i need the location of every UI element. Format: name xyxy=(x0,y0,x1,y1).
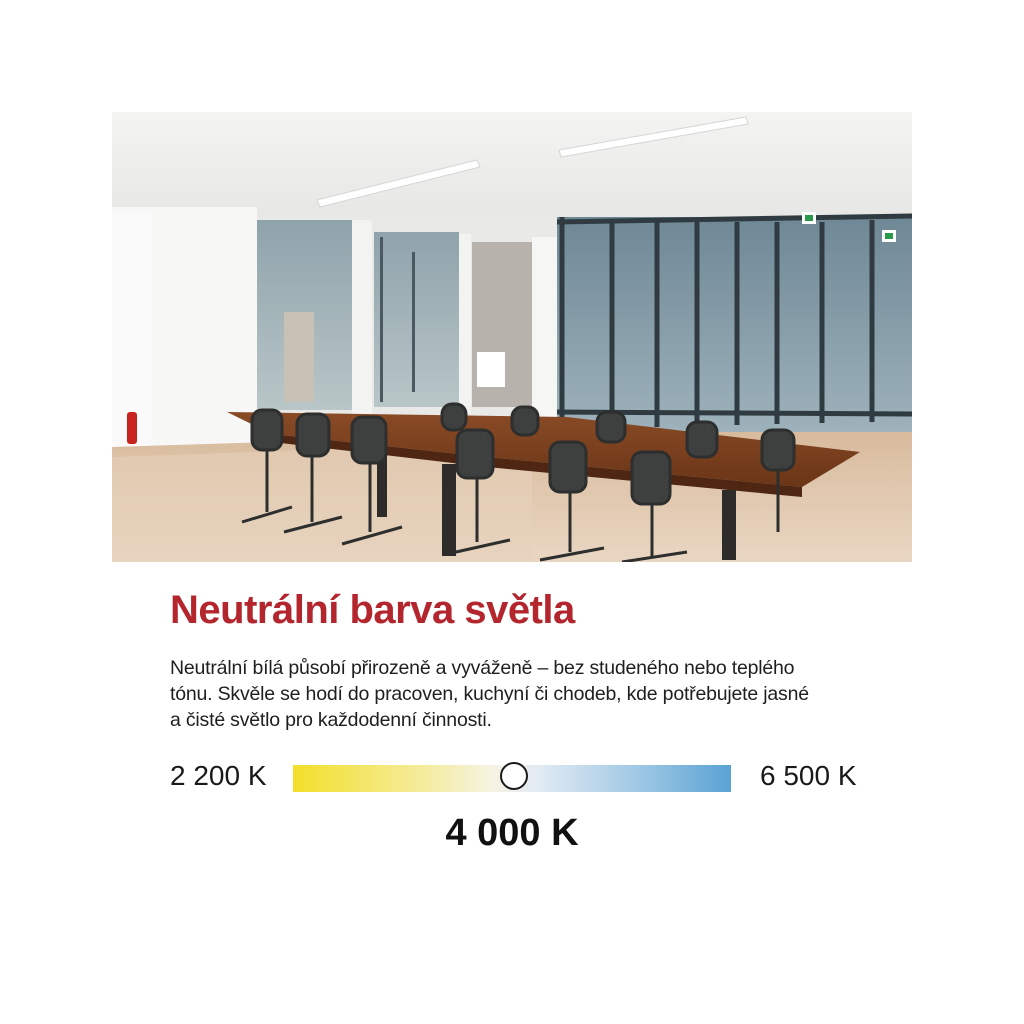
description-line: tónu. Skvěle se hodí do pracoven, kuchyní či chodeb, kde potřebujete jasné xyxy=(170,683,809,705)
current-temperature-value: 4 000 K xyxy=(445,812,579,854)
scale-min-label: 2 200 K xyxy=(170,760,267,791)
description-line: a čisté světlo pro každodenní činnosti. xyxy=(170,709,492,731)
office-photo xyxy=(112,112,912,562)
office-photo-illustration xyxy=(112,112,912,562)
description-line: Neutrální bílá působí přirozeně a vyváženě – bez studeného nebo teplého xyxy=(170,657,795,679)
current-temperature-marker xyxy=(500,762,528,790)
page-title: Neutrální barva světla xyxy=(170,588,575,632)
scale-max-label: 6 500 K xyxy=(760,760,857,791)
description-paragraph xyxy=(170,655,870,733)
